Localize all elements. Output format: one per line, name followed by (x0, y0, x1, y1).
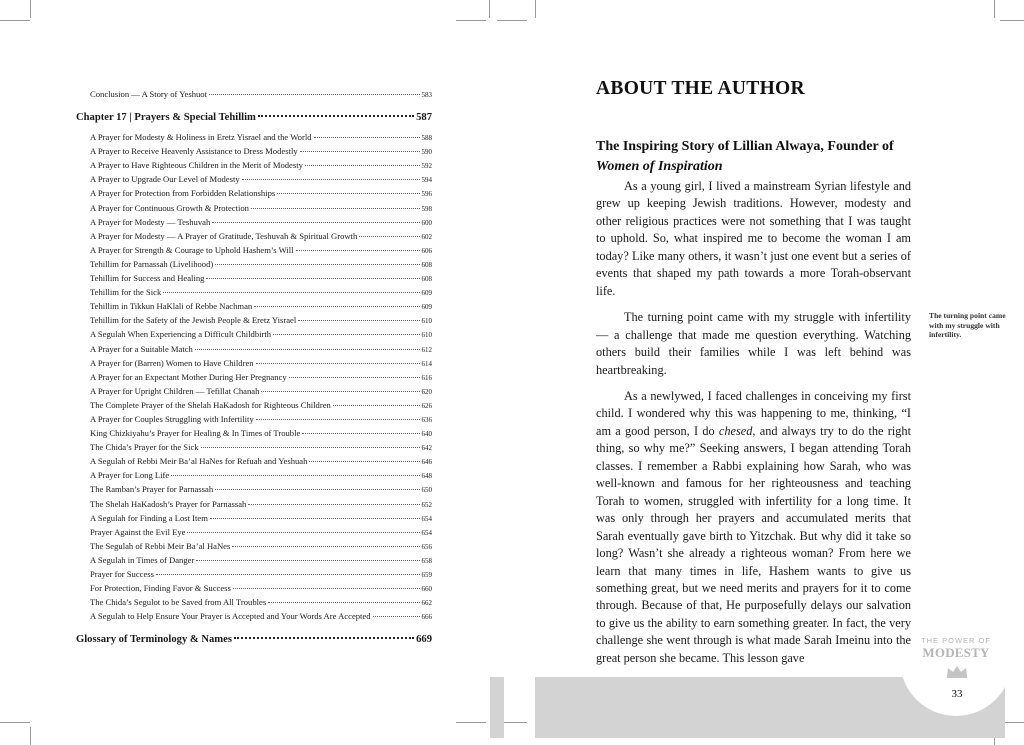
dot-leader (163, 292, 419, 293)
paragraph: As a young girl, I lived a mainstream Syrian lifestyle and grew up keeping Jewish traditions. However, modesty and other religious practices were not something that I was taught to uphold. So, what inspired me to become the woman I am today? Like many others, it wasn’t just one event but a series of events that shaped my path towards a more Torah-observant life. (596, 179, 911, 298)
toc-entry-title: King Chizkiyahu’s Prayer for Healing & In Times of Trouble (90, 428, 301, 439)
toc-page-number: 609 (421, 303, 432, 312)
toc-entry-title: For Protection, Finding Favor & Success (90, 583, 231, 594)
dot-leader (209, 94, 420, 95)
dot-leader (333, 405, 420, 406)
toc-entry (76, 88, 432, 102)
crop-mark (1000, 20, 1024, 21)
crop-mark (535, 0, 536, 18)
toc-entry-title: Prayer for Success (90, 569, 154, 579)
toc-entry (76, 455, 432, 469)
toc-page-number: 658 (421, 556, 432, 565)
toc-page-number: 606 (421, 246, 432, 255)
toc-page-number: 654 (421, 528, 432, 537)
dot-leader (210, 518, 420, 519)
crown-icon (945, 664, 969, 678)
toc-entry (76, 483, 432, 497)
dot-leader (156, 574, 420, 575)
toc-page-number: 616 (421, 373, 432, 382)
toc-page-number: 659 (421, 571, 432, 579)
toc-entry-title: Conclusion — A Story of Yeshuot (90, 89, 207, 99)
dot-leader (195, 349, 420, 350)
brand-name: MODESTY (922, 645, 990, 660)
toc-entry-title: A Segulah to Help Ensure Your Prayer is Accepted and Your Words Are Accepted (90, 611, 371, 622)
crop-mark (489, 0, 490, 18)
toc-entry-title: A Prayer for Strength & Courage to Uphold Hashem’s Will (90, 244, 294, 255)
toc-page-number: 590 (421, 148, 432, 157)
toc-page-number: 666 (421, 613, 432, 622)
toc-chapter-entry (76, 111, 432, 125)
dot-leader (201, 447, 420, 448)
toc-entry-title: A Prayer for Long Life (90, 470, 170, 481)
toc-chapter-entry (76, 633, 432, 647)
dot-leader (215, 264, 419, 265)
dot-leader (268, 602, 419, 603)
toc-entry-title: A Prayer for Upright Children — Tefillat Chanah (90, 385, 260, 396)
toc-page-number: 648 (421, 472, 432, 481)
dot-leader (196, 560, 419, 561)
toc-entry (76, 582, 432, 596)
crop-mark (0, 20, 30, 21)
toc-entry-title: A Prayer for Modesty — A Prayer of Gratitude, Teshuvah & Spiritual Growth (90, 230, 358, 241)
dot-leader (242, 179, 420, 180)
toc-page-number: 610 (421, 317, 432, 326)
toc-entry-title: A Segulah for Finding a Lost Item (90, 512, 208, 523)
toc-entry-title: A Prayer to Upgrade Our Level of Modesty (90, 174, 240, 185)
body-text (596, 178, 911, 676)
dot-leader (359, 236, 419, 237)
dot-leader (305, 165, 420, 166)
toc-entry (76, 216, 432, 230)
toc-entry-title: A Segulah of Rebbi Meir Ba’al HaNes for Refuah and Yeshuah (90, 456, 308, 467)
toc-page-number: 626 (421, 401, 432, 410)
toc-entry (76, 357, 432, 371)
toc-page-number: 660 (421, 585, 432, 594)
toc-entry (76, 568, 432, 582)
dot-leader (212, 222, 419, 223)
dot-leader (373, 616, 420, 617)
toc-entry-title: A Prayer for a Suitable Match (90, 343, 193, 354)
toc-entry (76, 498, 432, 512)
toc-entry (76, 596, 432, 610)
dot-leader (261, 391, 419, 392)
toc-entry-title: A Prayer for Protection from Forbidden Relationships (90, 188, 276, 199)
toc-entry-title: A Prayer to Have Righteous Children in the Merit of Modesty (90, 160, 303, 171)
dot-leader (206, 278, 419, 279)
toc-entry-title: Glossary of Terminology & Names (76, 634, 232, 646)
toc-page-number: 600 (421, 218, 432, 227)
toc-page-number: 646 (421, 458, 432, 467)
dot-leader (248, 504, 419, 505)
page-title: ABOUT THE AUTHOR (596, 78, 805, 99)
toc-page-number: 654 (421, 514, 432, 523)
dot-leader (258, 115, 414, 117)
toc-entry (76, 610, 432, 624)
dot-leader (300, 151, 420, 152)
toc-entry-title: The Segulah of Rebbi Meir Ba’al HaNes (90, 540, 231, 551)
brand-logo (908, 636, 1004, 660)
toc-entry-title: The Chida’s Segulot to be Saved from All Troubles (90, 597, 267, 608)
dot-leader (187, 532, 419, 533)
toc-entry (76, 526, 432, 540)
subtitle-text: The Inspiring Story of Lillian Alwaya, Founder of (596, 139, 894, 154)
toc-page-number: 587 (416, 112, 432, 124)
toc-entry-title: Prayer Against the Evil Eye (90, 526, 186, 537)
toc-page-number: 596 (421, 190, 432, 199)
toc-entry-title: A Prayer for Modesty & Holiness in Eretz Yisrael and the World (90, 132, 312, 143)
dot-leader (251, 208, 420, 209)
table-of-contents (76, 88, 432, 653)
toc-page-number: 598 (421, 204, 432, 213)
crop-mark (456, 20, 486, 21)
dot-leader (232, 546, 419, 547)
pull-quote: The turning point came with my struggle with infertility. (929, 311, 1006, 340)
crop-mark (0, 722, 30, 723)
toc-entry (76, 371, 432, 385)
toc-entry-title: A Prayer for (Barren) Women to Have Children (90, 357, 254, 368)
toc-entry (76, 512, 432, 526)
toc-entry-title: A Prayer to Receive Heavenly Assistance to Dress Modestly (90, 146, 298, 157)
paragraph-emphasis: chesed (718, 423, 753, 438)
dot-leader (254, 306, 419, 307)
dot-leader (296, 250, 420, 251)
toc-entry (76, 173, 432, 187)
subtitle-italic: Women of Inspiration (596, 159, 723, 174)
toc-page-number: 602 (421, 232, 432, 241)
toc-page-number: 609 (421, 289, 432, 298)
toc-entry-title: Tehillim for Success and Healing (90, 273, 205, 284)
dot-leader (256, 419, 420, 420)
toc-page-number: 669 (416, 634, 432, 646)
toc-page-number: 592 (421, 162, 432, 171)
toc-entry-title: Tehillim in Tikkun HaKlali of Rebbe Nachman (90, 301, 253, 312)
paragraph (596, 388, 911, 667)
toc-page-number: 620 (421, 387, 432, 396)
toc-page-number: 608 (421, 275, 432, 284)
dot-leader (273, 334, 419, 335)
dot-leader (256, 363, 420, 364)
toc-entry (76, 244, 432, 258)
toc-page-number: 614 (421, 359, 432, 368)
dot-leader (314, 137, 420, 138)
toc-page-number: 588 (421, 134, 432, 143)
toc-entry (76, 202, 432, 216)
dot-leader (234, 637, 414, 639)
toc-entry (76, 187, 432, 201)
page-number: 33 (951, 688, 963, 700)
toc-entry-title: A Prayer for Couples Struggling with Infertility (90, 413, 254, 424)
section-subtitle (596, 137, 912, 177)
dot-leader (233, 588, 420, 589)
toc-entry-title: A Segulah in Times of Danger (90, 554, 195, 565)
toc-entry (76, 159, 432, 173)
dot-leader (289, 377, 420, 378)
dot-leader (171, 475, 419, 476)
toc-entry (76, 286, 432, 300)
paragraph: The turning point came with my struggle with infertility — a challenge that made me question everything. Watching others build their families while I was left behind was heartbreaking. (596, 310, 911, 377)
toc-entry (76, 314, 432, 328)
toc-entry-title: The Ramban’s Prayer for Parnassah (90, 484, 214, 495)
toc-page-number: 583 (421, 91, 432, 99)
crop-mark (30, 727, 31, 745)
toc-page-number: 594 (421, 176, 432, 185)
toc-entry (76, 441, 432, 455)
toc-page-number: 610 (421, 331, 432, 340)
toc-entry-title: A Segulah When Experiencing a Difficult Childbirth (90, 329, 272, 340)
toc-entry (76, 300, 432, 314)
dot-leader (298, 320, 419, 321)
toc-entry (76, 272, 432, 286)
crop-mark (456, 722, 486, 723)
dot-leader (215, 489, 419, 490)
paragraph-text: As a newlywed, I faced challenges in conceiving my first child. I wondered why this was happening to me, thinking, “I am a good person, I do (596, 388, 911, 438)
toc-entry (76, 540, 432, 554)
toc-entry (76, 554, 432, 568)
toc-entry-title: Tehillim for the Sick (90, 287, 162, 298)
toc-page-number: 642 (421, 444, 432, 453)
dot-leader (277, 193, 419, 194)
crop-mark (497, 20, 527, 21)
toc-entry (76, 385, 432, 399)
toc-entry (76, 399, 432, 413)
dot-leader (309, 461, 419, 462)
dot-leader (302, 433, 419, 434)
toc-entry (76, 343, 432, 357)
toc-page-number: 656 (421, 542, 432, 551)
toc-page-number: 612 (421, 345, 432, 354)
toc-entry-title: Chapter 17 | Prayers & Special Tehillim (76, 112, 256, 124)
crop-mark (30, 0, 31, 18)
footer-band (490, 677, 504, 738)
toc-entry (76, 131, 432, 145)
toc-page-number: 652 (421, 500, 432, 509)
toc-entry (76, 469, 432, 483)
toc-entry-title: The Shelah HaKadosh’s Prayer for Parnassah (90, 498, 247, 509)
toc-entry (76, 258, 432, 272)
crop-mark (994, 0, 995, 18)
brand-tagline: THE POWER OF (921, 636, 991, 645)
toc-entry (76, 413, 432, 427)
toc-entry-title: The Chida’s Prayer for the Sick (90, 442, 199, 453)
toc-entry (76, 145, 432, 159)
toc-entry-title: Tehillim for Parnassah (Livelihood) (90, 258, 214, 269)
toc-entry-title: Tehillim for the Safety of the Jewish People & Eretz Yisrael (90, 315, 297, 326)
toc-entry (76, 328, 432, 342)
toc-entry-title: The Complete Prayer of the Shelah HaKadosh for Righteous Children (90, 399, 331, 410)
toc-entry-title: A Prayer for an Expectant Mother During Her Pregnancy (90, 371, 287, 382)
toc-page-number: 662 (421, 599, 432, 608)
toc-page-number: 650 (421, 486, 432, 495)
toc-page-number: 608 (421, 260, 432, 269)
toc-entry-title: A Prayer for Continuous Growth & Protection (90, 202, 249, 213)
toc-entry (76, 230, 432, 244)
toc-page-number: 640 (421, 430, 432, 439)
toc-entry (76, 427, 432, 441)
toc-entry-title: A Prayer for Modesty — Teshuvah (90, 216, 211, 227)
toc-page-number: 636 (421, 415, 432, 424)
paragraph-text: , and always try to do the right thing, so why me?” Seeking answers, I began attending Torah classes. I remember a Rabbi explaining how Sarah, who was well-known and famous for her righteousness and teaching Torah to women, struggled with infertility for a long time. It was only through her prayers and accumulated merits that Sarah eventually gave birth to Yitzchak. But why did it take so long? Wasn’t she already a righteous woman? From here we learn that many times in life, Hashem wants to give us something great, but we need merits and prayers for it to come through. Because of that, He purposefully delays our salvation to give us the ability to earn something greater. In fact, the very challenge she went through is what made Sarah Imeinu into the great person she became. This lesson gave (596, 423, 911, 665)
